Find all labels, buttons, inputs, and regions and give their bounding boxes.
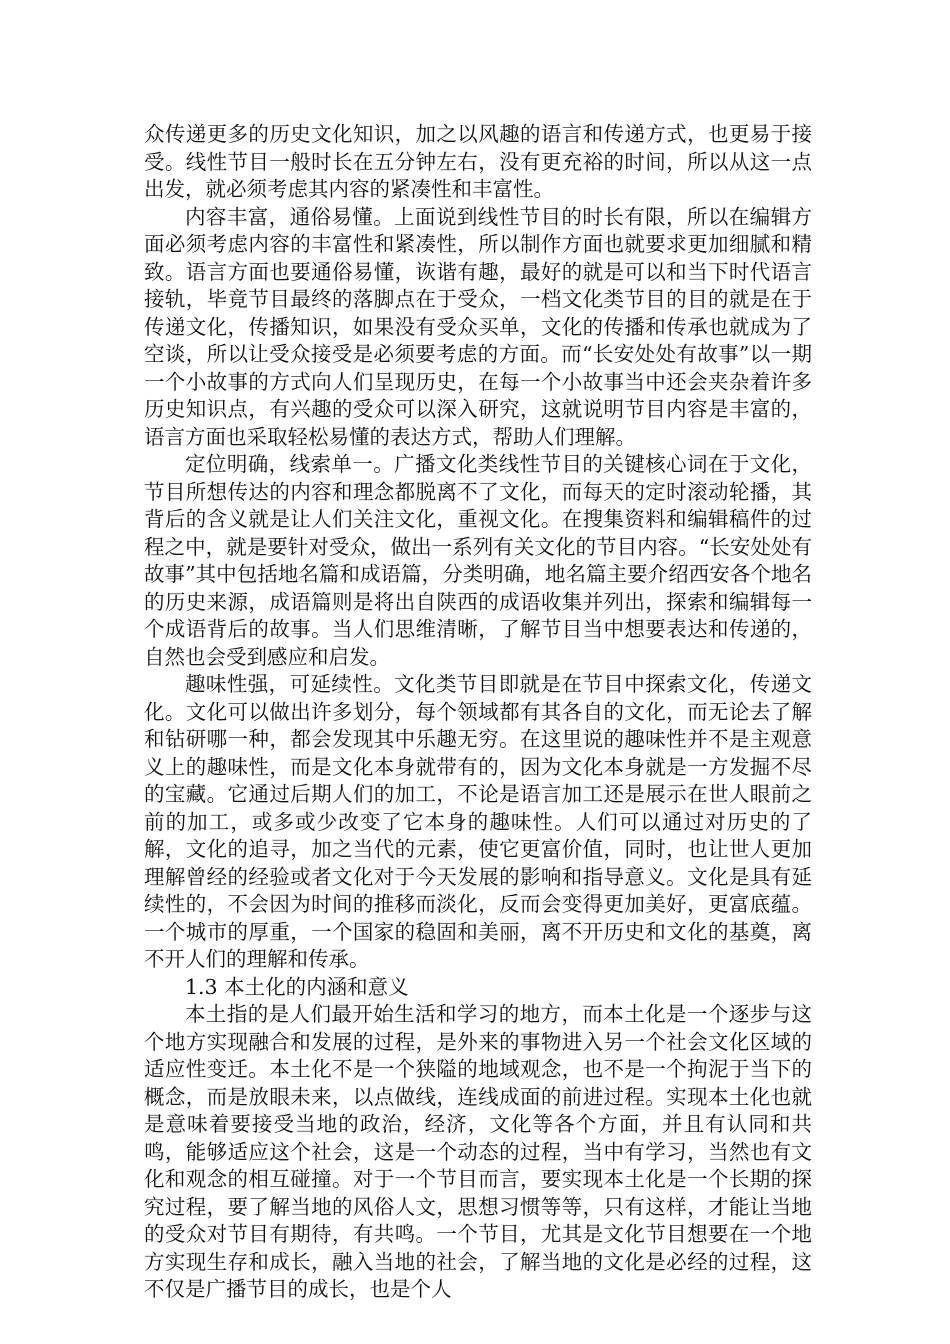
document-page <box>144 121 812 1304</box>
paragraph-rich-content: 内容丰富，通俗易懂。上面说到线性节目的时长有限，所以在编辑方面必须考虑内容的丰富性和紧凑性，所以制作方面也就要求更加细腻和精致。语言方面也要通俗易懂，诙谐有趣，最好的就是可以和当下时代语言接轨，毕竟节目最终的落脚点在于受众，一档文化类节目的目的就是在于传递文化，传播知识，如果没有受众买单，文化的传播和传承也就成为了空谈，所以让受众接受是必须要考虑的方面。而“长安处处有故事”以一期一个小故事的方式向人们呈现历史，在每一个小故事当中还会夹杂着许多历史知识点，有兴趣的受众可以深入研究，这就说明节目内容是丰富的，语言方面也采取轻松易懂的表达方式，帮助人们理解。 <box>144 204 812 449</box>
paragraph-interest: 趣味性强，可延续性。文化类节目即就是在节目中探索文化，传递文化。文化可以做出许多划分，每个领域都有其各自的文化，而无论去了解和钻研哪一种，都会发现其中乐趣无穷。在这里说的趣味性并不是主观意义上的趣味性，而是文化本身就带有的，因为文化本身就是一方发掘不尽的宝藏。它通过后期人们的加工，不论是语言加工还是展示在世人眼前之前的加工，或多或少改变了它本身的趣味性。人们可以通过对历史的了解，文化的追寻，加之当代的元素，使它更富价值，同时，也让世人更加理解曾经的经验或者文化对于今天发展的影响和指导意义。文化是具有延续性的，不会因为时间的推移而淡化，反而会变得更加美好，更富底蕴。一个城市的厚重，一个国家的稳固和美丽，离不开历史和文化的基奠，离不开人们的理解和传承。 <box>144 672 812 971</box>
paragraph-clear-positioning: 定位明确，线索单一。广播文化类线性节目的关键核心词在于文化，节目所想传达的内容和理念都脱离不了文化，而每天的定时滚动轮播，其背后的含义就是让人们关注文化，重视文化。在搜集资料和编辑稿件的过程之中，就是要针对受众，做出一系列有关文化的节目内容。“长安处处有故事”其中包括地名篇和成语篇，分类明确，地名篇主要介绍西安各个地名的历史来源，成语篇则是将出自陕西的成语收集并列出，探索和编辑每一个成语背后的故事。当人们思维清晰，了解节目当中想要表达和传递的，自然也会受到感应和启发。 <box>144 452 812 669</box>
paragraph-localization: 本土指的是人们最开始生活和学习的地方，而本土化是一个逐步与这个地方实现融合和发展的过程，是外来的事物进入另一个社会文化区域的适应性变迁。本土化不是一个狭隘的地域观念，也不是一个拘泥于当下的概念，而是放眼未来，以点做线，连线成面的前进过程。实现本土化也就是意味着要接受当地的政治，经济，文化等各个方面，并且有认同和共鸣，能够适应这个社会，这是一个动态的过程，当中有学习，当然也有文化和观念的相互碰撞。对于一个节目而言，要实现本土化是一个长期的探究过程，要了解当地的风俗人文，思想习惯等等，只有这样，才能让当地的受众对节目有期待，有共鸣。一个节目，尤其是文化节目想要在一个地方实现生存和成长，融入当地的社会，了解当地的文化是必经的过程，这不仅是广播节目的成长，也是个人 <box>144 1002 812 1301</box>
section-heading: 1.3 本土化的内涵和意义 <box>185 974 409 999</box>
paragraph-continuation: 众传递更多的历史文化知识，加之以风趣的语言和传递方式，也更易于接受。线性节目一般时长在五分钟左右，没有更充裕的时间，所以从这一点出发，就必须考虑其内容的紧凑性和丰富性。 <box>144 122 812 201</box>
